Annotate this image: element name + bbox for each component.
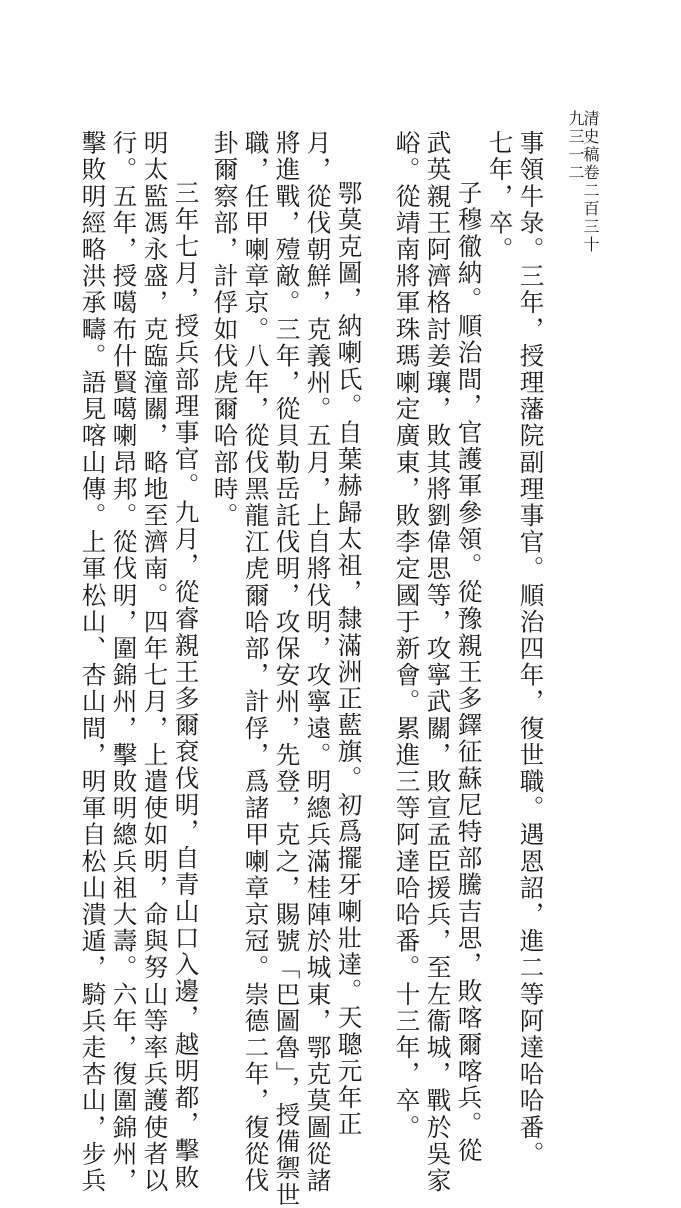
text-column: 峪。從靖南將軍珠瑪喇定廣東，敗李定國于新會。累進三等阿達哈哈番。十三年，卒。: [392, 130, 422, 1141]
text-column: 子穆徹納。順治間，官護軍參領。從豫親王多鐸征蘇尼特部騰吉思，敗喀爾喀兵。從: [454, 180, 484, 1165]
text-column: 職，任甲喇章京。八年，從伐黑龍江虎爾哈部，計俘，爲諸甲喇章京冠。崇德二年，復從伐: [241, 130, 271, 1194]
text-column: 行。五年，授噶布什賢噶喇昂邦。從伐明，圍錦州，擊敗明總兵祖大壽。六年，復圍錦州，: [109, 130, 139, 1194]
text-column: 武英親王阿濟格討姜瓖，敗其將劉偉思等，攻寧武關，敗宣孟臣援兵，至左衞城，戰於吳家: [423, 130, 453, 1194]
text-column: 將進戰，殪敵。三年，從貝勒岳託伐明，攻保安州，先登，克之，賜號「巴圖魯」，授備禦世: [272, 130, 302, 1208]
page-number: 九三一二: [566, 110, 585, 182]
text-column: 卦爾察部，計俘如伐虎爾哈部時。: [210, 130, 240, 529]
text-column: 月，從伐朝鮮，克義州。五月，上自將伐明，攻寧遠。明總兵滿桂陣於城東，鄂克莫圖從諸: [303, 130, 333, 1194]
text-column: 七年，卒。: [485, 130, 515, 263]
text-column: 事領牛彔。三年，授理藩院副理事官。順治四年，復世職。遇恩詔，進二等阿達哈哈番。: [516, 130, 546, 1168]
text-column: 三年七月，授兵部理事官。九月，從睿親王多爾袞伐明，自青山口入邊，越明都，擊敗: [171, 180, 201, 1191]
text-column: 擊敗明經略洪承疇。語見喀山傳。上軍松山、杏山間，明軍自松山潰遁，騎兵走杏山，步兵: [78, 130, 108, 1194]
text-column: 鄂莫克圖，納喇氏。自葉赫歸太祖，隸滿洲正藍旗。初爲擺牙喇壯達。天聰元年正: [334, 180, 364, 1138]
running-title: 清史稿卷二百三十: [581, 110, 600, 254]
text-column: 明太監馮永盛，克臨潼關，略地至濟南。四年七月，上遣使如明，命與努山等率兵護使者以: [140, 130, 170, 1194]
